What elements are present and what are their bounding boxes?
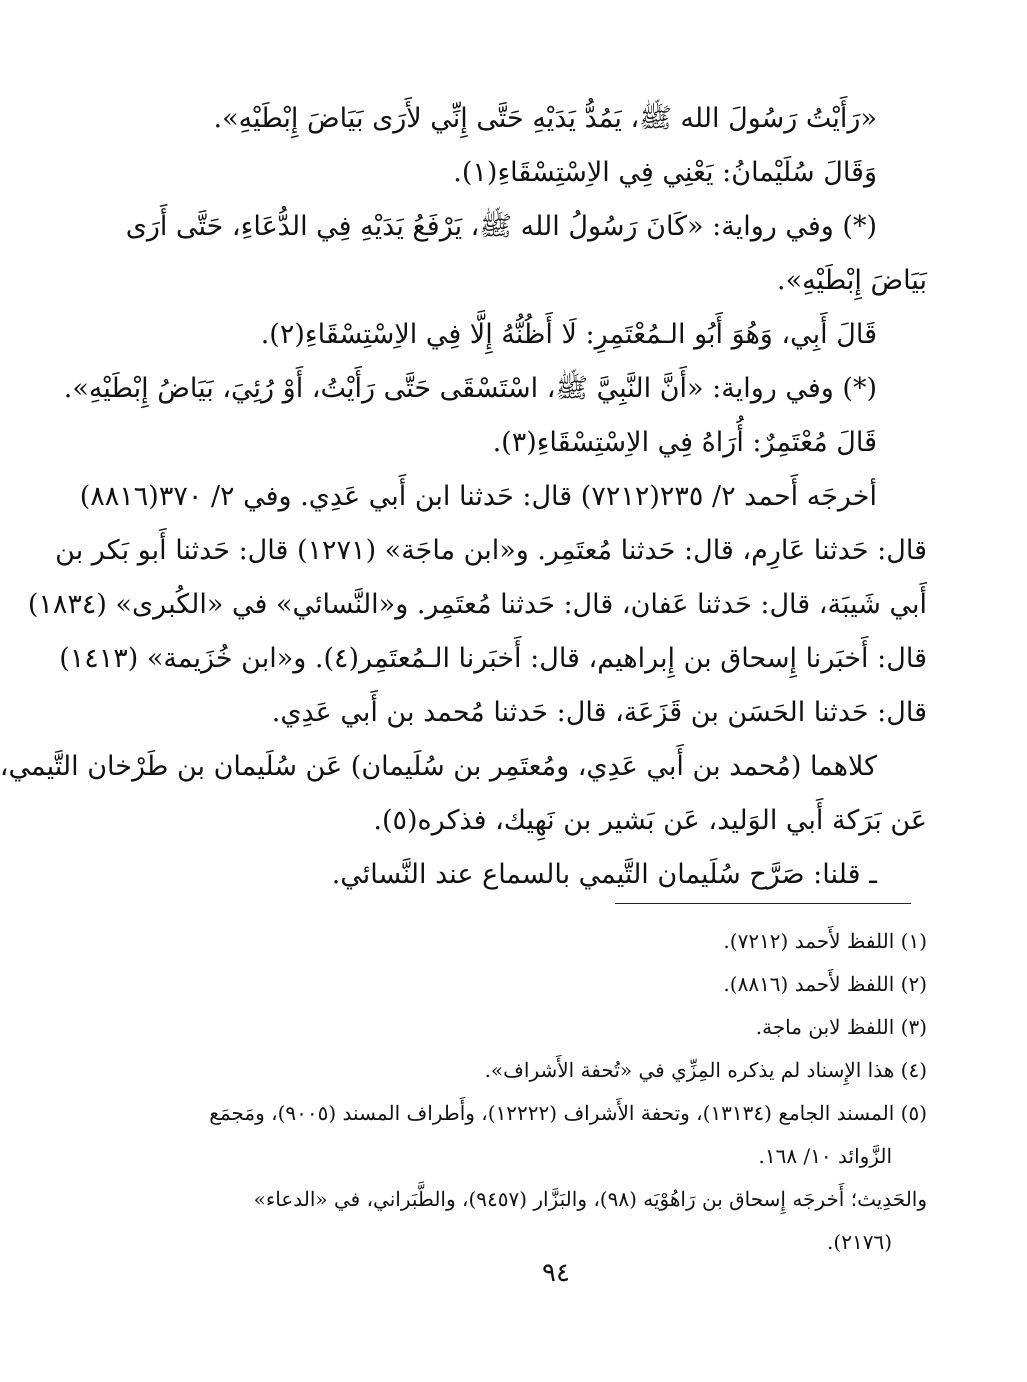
footnote-separator — [615, 903, 911, 904]
body-line: أَبي شَيبَة، قال: حَدثنا عَفان، قال: حَدثنا مُعتَمِر. و«النَّسائي» في «الكُبرى» (١٨٣٤) — [27, 589, 927, 620]
main-text — [0, 92, 927, 902]
body-line: قال: أَخبَرنا إِسحاق بن إِبراهيم، قال: أَخبَرنا الـمُعتَمِر(٤). و«ابن خُزَيمة» (١٤١٣) — [59, 643, 927, 674]
footnote-continuation: (٢١٧٦). — [827, 1230, 892, 1254]
footnote: (١) اللفظ لأَحمد (٧٢١٢). — [723, 929, 927, 953]
body-line: ـ قلنا: صَرَّح سُلَيمان التَّيمي بالسماع عند النَّسائي. — [331, 859, 877, 890]
footnotes — [175, 920, 927, 1264]
body-line: أخرجَه أَحمد ٢/ ٢٣٥(٧٢١٢) قال: حَدثنا ابن أَبي عَدِي. وفي ٢/ ٣٧٠(٨٨١٦) — [79, 481, 877, 512]
footnote: (٢) اللفظ لأَحمد (٨٨١٦). — [723, 972, 927, 996]
body-line: «رَأَيْتُ رَسُولَ الله ﷺ، يَمُدُّ يَدَيْهِ حَتَّى إِنِّي لأَرَى بَيَاضَ إِبْطَيْهِ». — [213, 103, 877, 134]
body-line: (*) وفي رواية: «كَانَ رَسُولُ الله ﷺ، يَرْفَعُ يَدَيْهِ فِي الدُّعَاءِ، حَتَّى أَرَى — [125, 211, 877, 242]
body-line: قَالَ أَبِي، وَهُوَ أَبُو الـمُعْتَمِرِ: لَا أَظُنُّهُ إِلَّا فِي الاِسْتِسْقَاءِ(٢). — [260, 319, 877, 350]
body-line: بَيَاضَ إِبْطَيْهِ». — [776, 265, 927, 296]
page-number: ٩٤ — [542, 1258, 570, 1288]
body-line: قال: حَدثنا عَارِم، قال: حَدثنا مُعتَمِر. و«ابن ماجَة» (١٢٧١) قال: حَدثنا أَبو بَكر بن — [55, 535, 927, 566]
body-line: عَن بَرَكة أَبي الوَليد، عَن بَشير بن نَهِيك، فذكره(٥). — [373, 805, 927, 836]
body-line: وَقَالَ سُلَيْمانُ: يَعْنِي فِي الاِسْتِسْقَاءِ(١). — [453, 157, 877, 188]
footnote: (٤) هذا الإِسناد لم يذكره المِزِّي في «تُحفة الأَشراف». — [484, 1058, 927, 1082]
body-line: قَالَ مُعْتَمِرٌ: أُرَاهُ فِي الاِسْتِسْقَاءِ(٣). — [492, 427, 877, 458]
footnote: (٣) اللفظ لابن ماجة. — [755, 1015, 927, 1039]
body-line: كلاهما (مُحمد بن أَبي عَدِي، ومُعتَمِر بن سُلَيمان) عَن سُلَيمان بن طَرْخان التَّيمي، — [0, 751, 877, 782]
footnote: والحَدِيث؛ أَخرجَه إِسحاق بن رَاهُوْيَه (٩٨)، والبَزَّار (٩٤٥٧)، والطَّبَراني، في «الدعاء» — [253, 1187, 927, 1211]
footnote: (٥) المسند الجامع (١٣١٣٤)، وتحفة الأَشراف (١٢٢٢٢)، وأَطراف المسند (٩٠٠٥)، ومَجمَع — [209, 1101, 927, 1125]
footnote-continuation: الزَّوائد ١٠/ ١٦٨. — [758, 1144, 892, 1168]
body-line: (*) وفي رواية: «أَنَّ النَّبِيَّ ﷺ، اسْتَسْقَى حَتَّى رَأَيْتُ، أَوْ رُئِيَ، بَيَاضُ إِبْطَيْهِ». — [63, 373, 877, 404]
body-line: قال: حَدثنا الحَسَن بن قَزَعَة، قال: حَدثنا مُحمد بن أَبي عَدِي. — [271, 697, 927, 728]
